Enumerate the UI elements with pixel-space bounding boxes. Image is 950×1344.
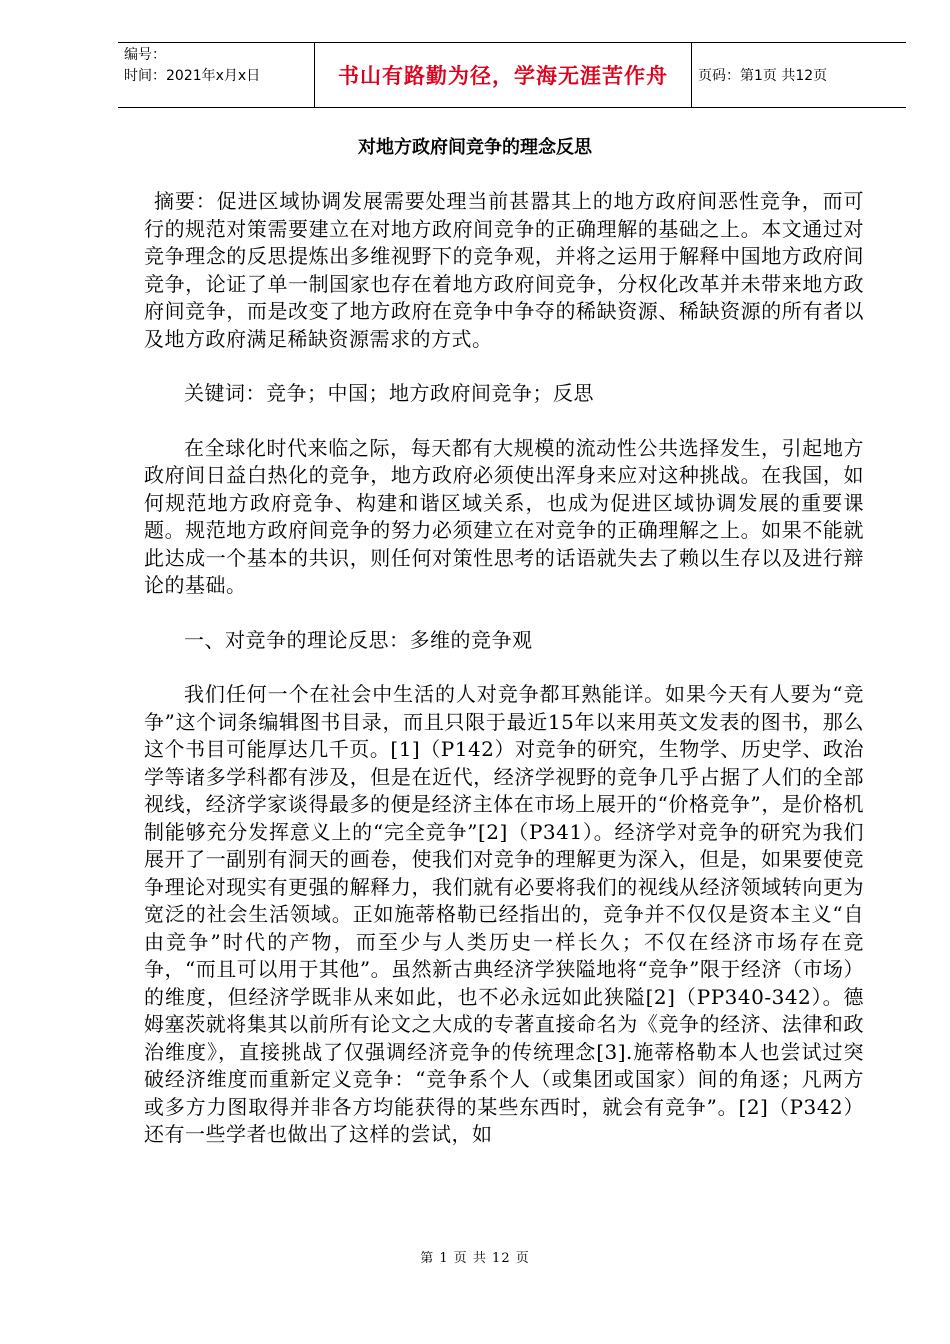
page-footer: 第 1 页 共 12 页: [420, 1251, 530, 1266]
abstract-paragraph: 摘要：促进区域协调发展需要处理当前甚嚣其上的地方政府间恶性竞争，而可行的规范对策需要建立在对地方政府间竞争的正确理解的基础之上。本文通过对竞争理念的反思提炼出多维视野下的竞争观，并将之运用于解释中国地方政府间竞争，论证了单一制国家也存在着地方政府间竞争，分权化改革并未带来地方政府间竞争，而是改变了地方政府在竞争中争夺的稀缺资源、稀缺资源的所有者以及地方政府满足稀缺资源需求的方式。: [144, 189, 864, 351]
keywords-paragraph: 关键词：竞争；中国；地方政府间竞争；反思: [184, 381, 594, 405]
header-motto: 书山有路勤为径，学海无涯苦作舟: [314, 43, 692, 107]
document-number-label: 编号：: [124, 47, 166, 63]
body-paragraph: 在全球化时代来临之际，每天都有大规模的流动性公共选择发生，引起地方政府间日益白热化的竞争，地方政府必须使出浑身来应对这种挑战。在我国，如何规范地方政府竞争、构建和谐区域关系，也成为促进区域协调发展的重要课题。规范地方政府间竞争的努力必须建立在对竞争的正确理解之上。如果不能就此达成一个基本的共识，则任何对策性思考的话语就失去了赖以生存以及进行辩论的基础。: [144, 435, 864, 597]
document-body: [144, 188, 864, 1149]
page-header: [118, 42, 906, 108]
document-time-label: 时间：2021年x月x日: [124, 68, 261, 84]
document-title: 对地方政府间竞争的理念反思: [358, 137, 592, 158]
header-meta: [124, 45, 260, 87]
body-paragraph: 我们任何一个在社会中生活的人对竞争都耳熟能详。如果今天有人要为“竞争”这个词条编辑图书目录，而且只限于最近15年以来用英文发表的图书，那么这个书目可能厚达几千页。[1]（P142）对竞争的研究，生物学、历史学、政治学等诸多学科都有涉及，但是在近代，经济学视野的竞争几乎占据了人们的全部视线，经济学家谈得最多的便是经济主体在市场上展开的“价格竞争”，是价格机制能够充分发挥意义上的“完全竞争”[2]（P341）。经济学对竞争的研究为我们展开了一副别有洞天的画卷，使我们对竞争的理解更为深入，但是，如果要使竞争理论对现实有更强的解释力，我们就有必要将我们的视线从经济领域转向更为宽泛的社会生活领域。正如施蒂格勒已经指出的，竞争并不仅仅是资本主义“自由竞争”时代的产物，而至少与人类历史一样长久；不仅在经济市场存在竞争，“而且可以用于其他”。虽然新古典经济学狭隘地将“竞争”限于经济（市场）的维度，但经济学既非从来如此，也不必永远如此狭隘[2]（PP340-342）。德姆塞茨就将集其以前所有论文之大成的专著直接命名为《竞争的经济、法律和政治维度》，直接挑战了仅强调经济竞争的传统理念[3].施蒂格勒本人也尝试过突破经济维度而重新定义竞争：“竞争系个人（或集团或国家）间的角逐；凡两方或多方力图取得并非各方均能获得的某些东西时，就会有竞争”。[2]（P342）还有一些学者也做出了这样的尝试，如: [144, 682, 864, 1146]
section-heading: 一、对竞争的理论反思：多维的竞争观: [184, 627, 533, 652]
header-page-info: 页码：第1页 共12页: [698, 68, 828, 84]
